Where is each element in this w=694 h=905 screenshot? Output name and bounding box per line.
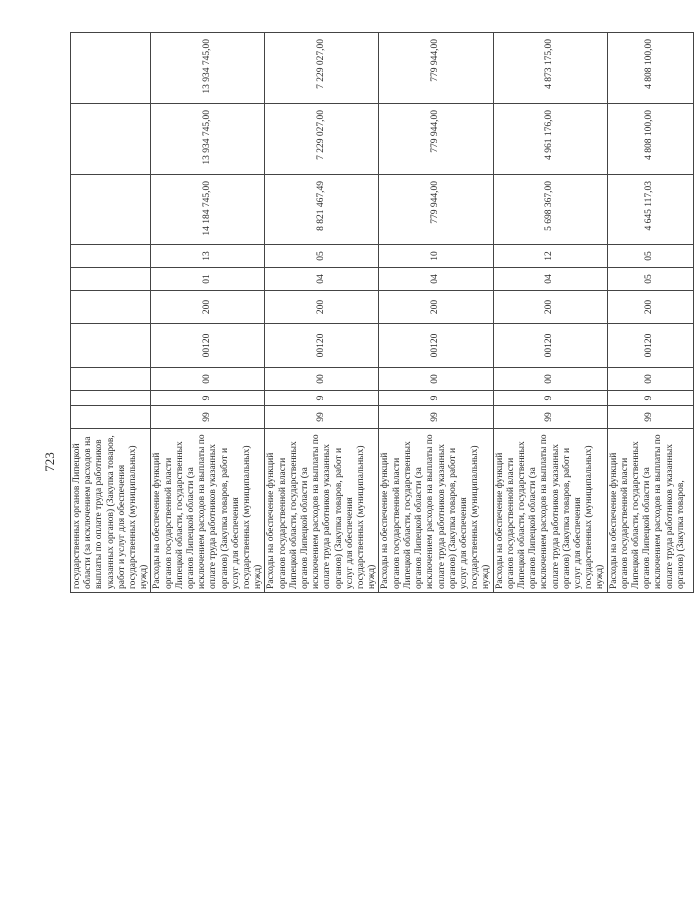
sum-year-2: 4 961 176,00 [493, 104, 607, 175]
code-main-event: 00 [265, 368, 379, 391]
row-description: Расходы на обеспечение функций органов государственной власти Липецкой области, государственных органов Липецкой области (за исключением расходов на выплаты по оплате труда работников указанных органов) (Закупка товаров, работ и услуг для обеспечения государственных (муниципальных) нужд) [265, 429, 379, 593]
code-subprogram: 9 [493, 391, 607, 406]
expense-type [71, 291, 151, 324]
table-row [265, 33, 379, 593]
sum-year-2: 4 808 100,00 [607, 104, 693, 175]
table-row [493, 33, 607, 593]
page-number: 723 [42, 452, 57, 472]
section-code: 04 [379, 268, 493, 291]
expense-type: 200 [151, 291, 265, 324]
expense-type: 200 [265, 291, 379, 324]
section-code: 05 [607, 268, 693, 291]
code-direction: 00120 [151, 324, 265, 368]
table-row [151, 33, 265, 593]
code-direction: 00120 [607, 324, 693, 368]
code-main-event: 00 [379, 368, 493, 391]
section-code: 04 [265, 268, 379, 291]
row-description: Расходы на обеспечение функций органов государственной власти Липецкой области, государственных органов Липецкой области (за исключением расходов на выплаты по оплате труда работников указанных органов) (Закупка товаров, работ и услуг для обеспечения государственных (муниципальных) нужд) [379, 429, 493, 593]
sum-year-2: 7 229 027,00 [265, 104, 379, 175]
sum-year-1: 8 821 467,49 [265, 175, 379, 245]
expense-type: 200 [493, 291, 607, 324]
code-program: 99 [265, 406, 379, 429]
code-program [71, 406, 151, 429]
code-main-event: 00 [607, 368, 693, 391]
subsection-code: 12 [493, 245, 607, 268]
sum-year-2 [71, 104, 151, 175]
code-subprogram: 9 [265, 391, 379, 406]
code-program: 99 [493, 406, 607, 429]
sum-year-1: 5 698 367,00 [493, 175, 607, 245]
section-code: 04 [493, 268, 607, 291]
code-direction: 00120 [265, 324, 379, 368]
rotated-budget-table-container [70, 33, 686, 593]
subsection-code: 13 [151, 245, 265, 268]
sum-year-2: 13 934 745,00 [151, 104, 265, 175]
row-description: Расходы на обеспечение функций органов государственной власти Липецкой области, государственных органов Липецкой области (за исключением расходов на выплаты по оплате труда работников указанных органов) (Закупка товаров, работ и услуг для обеспечения государственных (муниципальных) нужд) [493, 429, 607, 593]
row-description: государственных органов Липецкой области (за исключением расходов на выплаты по оплате труда работников указанных органов) (Закупка товаров, работ и услуг для обеспечения государственных (муниципальных) нужд) [71, 429, 151, 593]
section-code [71, 268, 151, 291]
sum-year-1 [71, 175, 151, 245]
code-main-event: 00 [493, 368, 607, 391]
code-main-event: 00 [151, 368, 265, 391]
code-direction: 00120 [493, 324, 607, 368]
subsection-code: 10 [379, 245, 493, 268]
subsection-code: 05 [265, 245, 379, 268]
row-description: Расходы на обеспечение функций органов государственной власти Липецкой области, государственных органов Липецкой области (за исключением расходов на выплаты по оплате труда работников указанных органов) (Закупка товаров, работ и услуг для обеспечения государственных (муниципальных) нужд) [151, 429, 265, 593]
sum-year-1: 779 944,00 [379, 175, 493, 245]
subsection-code: 05 [607, 245, 693, 268]
row-description: Расходы на обеспечение функций органов государственной власти Липецкой области, государственных органов Липецкой области (за исключением расходов на выплаты по оплате труда работников указанных органов) (Закупка товаров, [607, 429, 693, 593]
code-subprogram: 9 [607, 391, 693, 406]
expense-type: 200 [379, 291, 493, 324]
sum-year-3: 13 934 745,00 [151, 33, 265, 104]
table-row [607, 33, 693, 593]
sum-year-3: 4 808 100,00 [607, 33, 693, 104]
sum-year-2: 779 944,00 [379, 104, 493, 175]
budget-table [70, 32, 694, 593]
code-subprogram: 9 [379, 391, 493, 406]
code-direction: 00120 [379, 324, 493, 368]
code-direction [71, 324, 151, 368]
subsection-code [71, 245, 151, 268]
sum-year-3: 7 229 027,00 [265, 33, 379, 104]
table-row [71, 33, 151, 593]
code-main-event [71, 368, 151, 391]
section-code: 01 [151, 268, 265, 291]
sum-year-3 [71, 33, 151, 104]
expense-type: 200 [607, 291, 693, 324]
code-program: 99 [379, 406, 493, 429]
code-program: 99 [151, 406, 265, 429]
code-subprogram: 9 [151, 391, 265, 406]
sum-year-1: 14 184 745,00 [151, 175, 265, 245]
code-program: 99 [607, 406, 693, 429]
sum-year-3: 779 944,00 [379, 33, 493, 104]
sum-year-3: 4 873 175,00 [493, 33, 607, 104]
sum-year-1: 4 645 117,03 [607, 175, 693, 245]
table-row [379, 33, 493, 593]
code-subprogram [71, 391, 151, 406]
